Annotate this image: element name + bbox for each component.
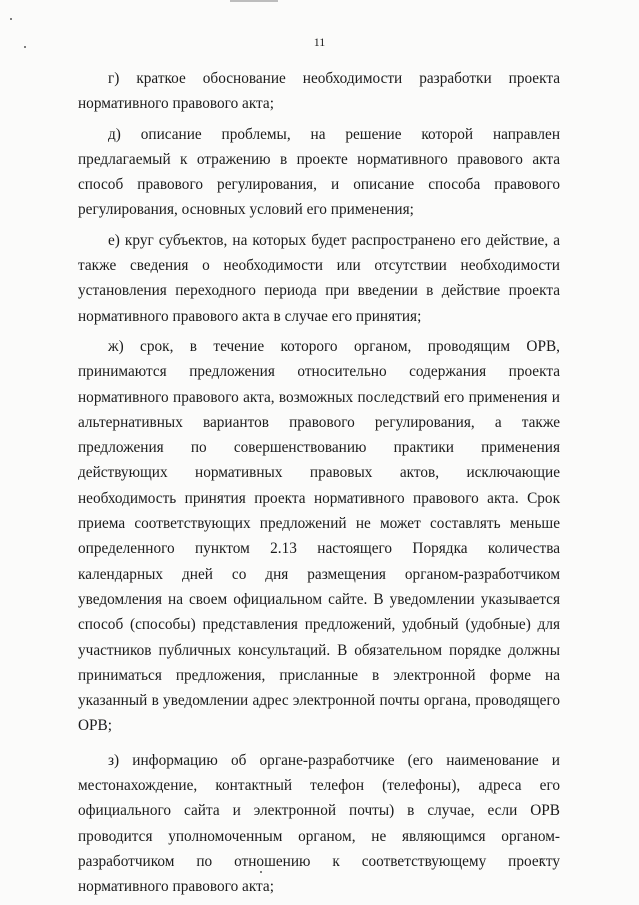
body-text: [78, 66, 560, 900]
scan-speck: [10, 18, 12, 20]
paragraph-g: г) краткое обоснование необходимости разработки проекта нормативного правового акта;: [78, 70, 560, 113]
paragraph-zh: ж) срок, в течение которого органом, проводящим ОРВ, принимаются предложения относительно содержания проекта нормативного правового акта, возможных последствий его применения и альтернативных вариантов правового регулирования, а также предложения по совершенствованию практики применения действующих нормативных правовых актов, исключающие необходимость принятия проекта нормативного правового акта. Срок приема соответствующих предложений не может составлять меньше определенного пунктом 2.13 настоящего Порядка количества календарных дней со дня размещения органом-разработчиком уведомления на своем официальном сайте. В уведомлении указывается способ (способы) представления предложений, удобный (удобные) для участников публичных консультаций. В обязательном порядке должны приниматься предложения, присланные в электронной форме на указанный в уведомлении адрес электронной почты органа, проводящего ОРВ;: [78, 337, 560, 735]
page-number: 11: [313, 35, 326, 49]
paragraph-e: е) круг субъектов, на которых будет распространено его действие, а также сведения о необходимости или отсутствии необходимости установления переходного периода при введении в действие проекта нормативного правового акта в случае его принятия;: [78, 231, 560, 325]
paragraph-z: з) информацию об органе-разработчике (его наименование и местонахождение, контактный телефон (телефоны), адреса его официального сайта и электронной почты) в случае, если ОРВ проводится уполномоченным органом, не являющимся органом-разработчиком по отношению к соответствующему проекту нормативного правового акта;: [78, 751, 560, 896]
scan-edge-mark: [230, 0, 278, 2]
paragraph-d: д) описание проблемы, на решение которой направлен предлагаемый к отражению в проекте нормативного правового акта способ правового регулирования, и описание способа правового регулирования, основных условий его применения;: [78, 125, 560, 219]
